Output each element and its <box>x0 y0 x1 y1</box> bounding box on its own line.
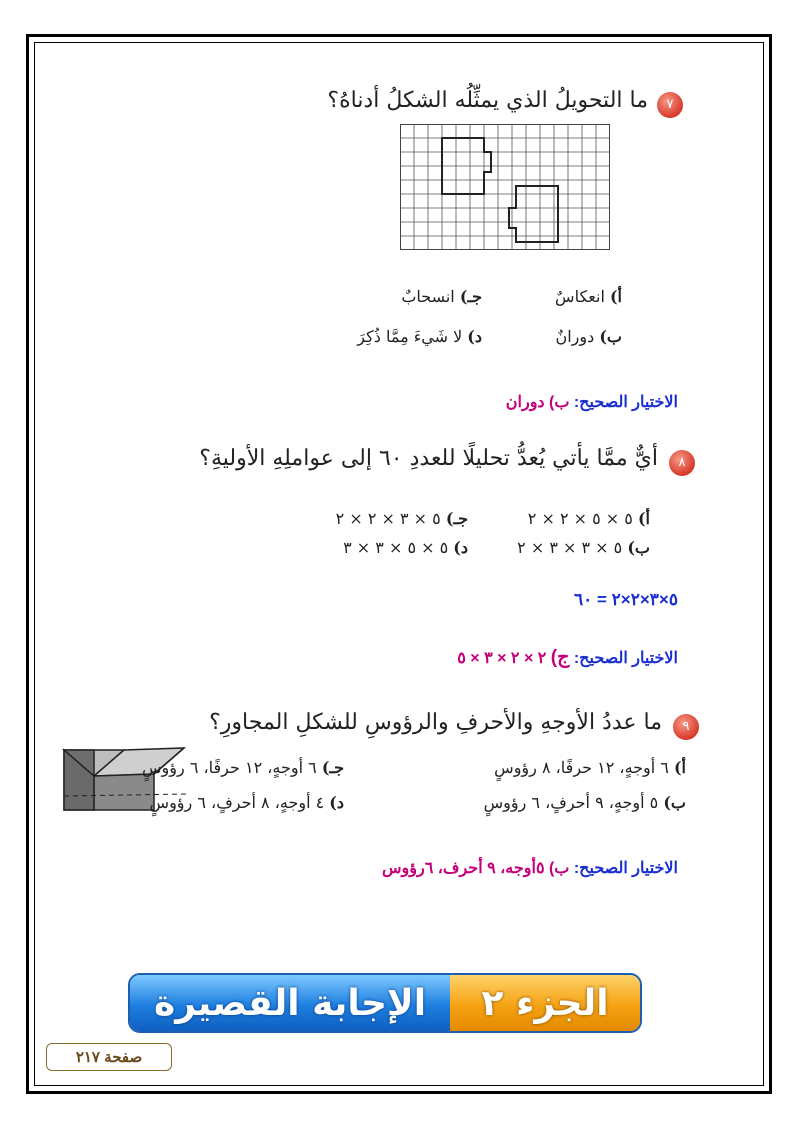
question-7-number: ٧ <box>657 92 683 118</box>
q9-answer: الاختيار الصحيح: ب) ٥أوجه، ٩ أحرف، ٦رؤوس <box>381 860 678 877</box>
q8-option-c: جـ) ٥ × ٣ × ٢ × ٢ <box>335 509 468 528</box>
q9-option-b: ب) ٥ أوجهٍ، ٩ أحرفٍ، ٦ رؤوسٍ <box>483 793 686 812</box>
q8-option-a: أ) ٥ × ٥ × ٢ × ٢ <box>527 509 650 528</box>
q7-option-b: ب) دورانٌ <box>555 327 622 346</box>
q7-option-a: أ) انعكاسٌ <box>555 287 622 306</box>
question-8-number: ٨ <box>669 450 695 476</box>
q7-option-c: جـ) انسحابٌ <box>401 287 482 306</box>
question-8-text: أيٌّ ممَّا يأتي يُعدُّ تحليلًا للعددِ ٦٠ إلى عواملِهِ الأوليةِ؟ <box>199 446 658 471</box>
q7-option-d: د) لا شَيءَ مِمَّا ذُكِرَ <box>357 327 482 346</box>
q8-answer: الاختيار الصحيح: ج) ٢ × ٢ × ٣ × ٥ <box>457 647 678 668</box>
q8-option-b: ب) ٥ × ٣ × ٣ × ٢ <box>517 538 650 557</box>
q9-option-a: أ) ٦ أوجهٍ، ١٢ حرفًا، ٨ رؤوسٍ <box>494 758 686 777</box>
inner-frame <box>34 42 764 1086</box>
question-9-number: ٩ <box>673 714 699 740</box>
question-9-text: ما عددُ الأوجهِ والأحرفِ والرؤوسِ للشكلِ المجاورِ؟ <box>209 710 662 735</box>
banner-part: الجزء ٢ <box>450 975 640 1031</box>
q9-option-d: د) ٤ أوجهٍ، ٨ أحرفٍ، ٦ رؤوسٍ <box>149 793 344 812</box>
banner-title: الإجابة القصيرة <box>130 975 450 1031</box>
q7-answer: الاختيار الصحيح: ب) دوران <box>505 394 678 411</box>
section-banner <box>128 973 642 1033</box>
transformation-grid-figure <box>400 124 610 250</box>
page-number: صفحة ٢١٧ <box>46 1043 172 1071</box>
q8-option-d: د) ٥ × ٥ × ٣ × ٣ <box>343 538 468 557</box>
q9-option-c: جـ) ٦ أوجهٍ، ١٢ حرفًا، ٦ رؤوسٍ <box>142 758 344 777</box>
q8-equation: ٥×٣×٢×٢ = ٦٠ <box>573 590 678 609</box>
question-7-text: ما التحويلُ الذي يمثِّلُه الشكلُ أدناهُ؟ <box>327 88 648 113</box>
